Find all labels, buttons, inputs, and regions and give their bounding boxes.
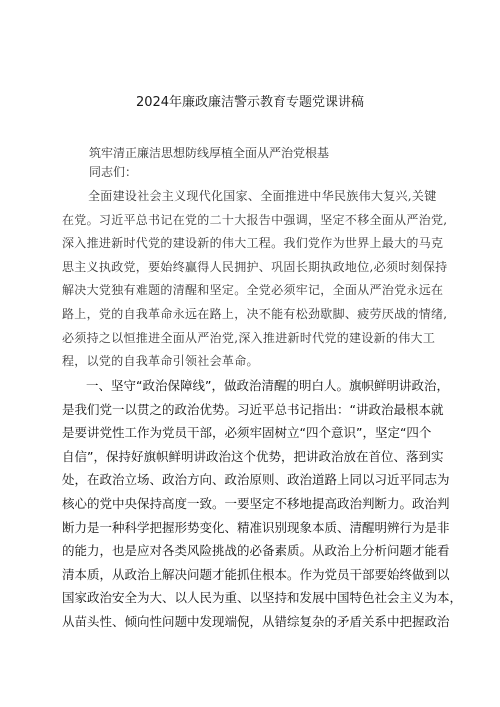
body-line: 处，在政治立场、政治方向、政治原则、政治道路上同以习近平同志为 <box>62 472 450 488</box>
body-line: 国家政治安全为大、以人民为重、以坚持和发展中国特色社会主义为本， <box>62 590 462 606</box>
intro-line: 思主义执政党，要始终赢得人民拥护、巩固长期执政地位,必须时刻保持 <box>62 259 448 274</box>
body-line: 清本质，从政治上解决问题才能抓住根本。作为党员干部要始终做到以 <box>62 566 450 582</box>
body-line: 自信”，保持好旗帜鲜明讲政治这个优势，把讲政治放在首位、落到实 <box>62 448 444 464</box>
body-paragraph <box>62 374 462 634</box>
intro-line: 深入推进新时代党的建设新的伟大工程。我们党作为世界上最大的马克 <box>62 236 444 251</box>
body-line: 核心的党中央保持高度一致。一要坚定不移地提高政治判断力。政治判 <box>62 495 450 511</box>
body-line: 从苗头性、倾向性问题中发现端倪，从错综复杂的矛盾关系中把握政治 <box>62 613 450 629</box>
intro-line: 解决大党独有难题的清醒和坚定。全党必须牢记，全面从严治党永远在 <box>62 283 444 298</box>
intro-line: 程，以党的自我革命引领社会革命。 <box>62 354 259 369</box>
document-title: 2024年廉政廉洁警示教育专题党课讲稿 <box>135 95 365 110</box>
intro-line: 路上，党的自我革命永远在路上，决不能有松劲歇脚、疲劳厌战的情绪, <box>62 306 448 321</box>
body-line: 是要讲党性工作为党员干部，必须牢固树立“四个意识”，坚定“四个 <box>62 425 432 441</box>
intro-line: 全面建设社会主义现代化国家、全面推进中华民族伟大复兴,关键 <box>88 189 437 203</box>
document-subtitle: 筑牢清正廉洁思想防线厚植全面从严治党根基 <box>89 146 330 160</box>
salutation: 同志们： <box>89 165 138 179</box>
intro-line: 必须持之以恒推进全面从严治党,深入推进新时代党的建设新的伟大工 <box>62 330 436 345</box>
intro-paragraph <box>62 185 457 374</box>
intro-line: 在党。习近平总书记在党的二十大报告中强调，坚定不移全面从严治党, <box>62 212 448 227</box>
body-line: 断力是一种科学把握形势变化、精准识别现象本质、清醒明辨行为是非 <box>62 519 450 535</box>
body-line: 是我们党一以贯之的政治优势。习近平总书记指出：“讲政治最根本就 <box>62 401 444 417</box>
body-line: 一、坚守“政治保障线”，做政治清醒的明白人。旗帜鲜明讲政治， <box>86 378 449 393</box>
body-line: 的能力，也是应对各类风险挑战的必备素质。从政治上分析问题才能看 <box>62 543 450 559</box>
